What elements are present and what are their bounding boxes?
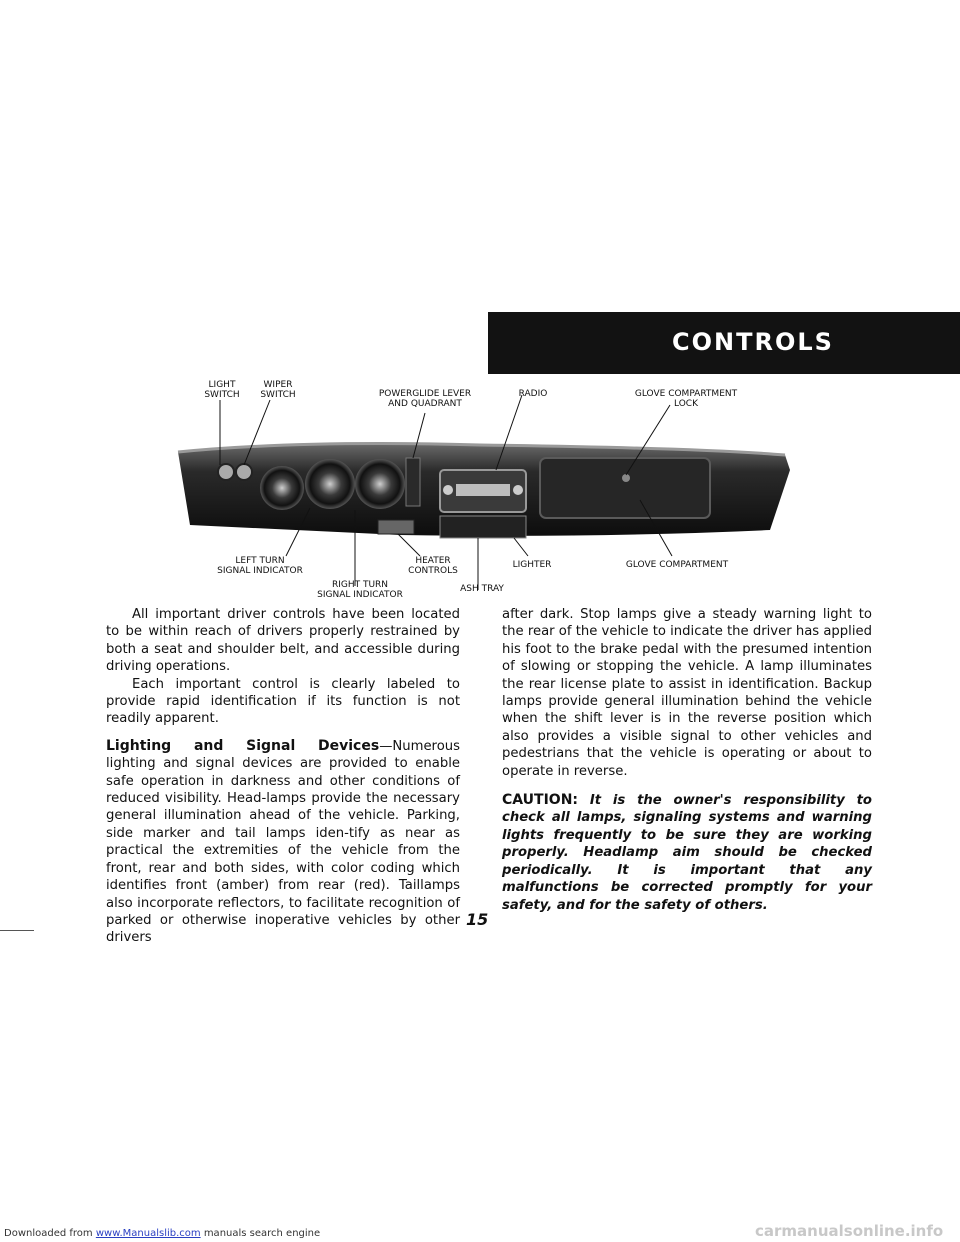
lighting-body: —Numerous lighting and signal devices are provided to enable safe operation in darkness and other conditions of reduced visibility. Head-lamps provide the necessary general illumination ahead of the vehicle. Parking, side marker and tail lamps iden-tify as near as practical the extremities of the vehicle from the front, rear and both sides, with color coding which identifies front (amber) from rear (red). Taillamps also incorporate reflectors, to facilitate recognition of parked or otherwise inoperative vehicles by other drivers xyxy=(106,738,460,946)
margin-mark xyxy=(0,930,34,931)
label-glove-compartment: GLOVE COMPARTMENT xyxy=(625,560,729,570)
intro-paragraph: All important driver controls have been located to be within reach of drivers properly restrained by both a seat and shoulder belt, and accessible during driving operations. xyxy=(106,607,460,675)
label-right-turn: RIGHT TURN SIGNAL INDICATOR xyxy=(317,580,403,600)
label-light-switch: LIGHT SWITCH xyxy=(204,380,240,400)
gauge-left xyxy=(260,466,304,510)
lighting-paragraph xyxy=(106,738,460,947)
footer-suffix: manuals search engine xyxy=(200,1228,321,1239)
glove-lock xyxy=(622,474,630,482)
ash-tray xyxy=(440,516,526,538)
label-left-turn: LEFT TURN SIGNAL INDICATOR xyxy=(217,556,303,576)
wiper-switch-knob xyxy=(236,464,252,480)
section-title: CONTROLS xyxy=(672,328,834,356)
label-heater: HEATER CONTROLS xyxy=(408,556,458,576)
lighting-continued-paragraph: after dark. Stop lamps give a steady warning light to the rear of the vehicle to indicate the driver has applied his foot to the brake pedal with the presumed intention of slowing or stopping the vehicle. A lamp illuminates the rear license plate to assist in identification. Backup lamps provide general illumination behind the vehicle when the shift lever is in the reverse position which also provides a visible signal to other vehicles and pedestrians that the vehicle is operating or about to operate in reverse. xyxy=(502,607,872,779)
light-switch-knob xyxy=(218,464,234,480)
download-footer xyxy=(4,1228,320,1239)
powerglide-quadrant xyxy=(406,458,420,506)
label-ash-tray: ASH TRAY xyxy=(460,584,504,594)
label-glove-lock: GLOVE COMPARTMENT LOCK xyxy=(634,389,738,409)
label-wiper-switch: WIPER SWITCH xyxy=(260,380,296,400)
caution-body: It is the owner's responsibility to check all lamps, signaling systems and warning lights frequently to be sure they are working properly. Headlamp aim should be checked periodically. It is important that any malfunctions be corrected promptly for your safety, and for the safety of others. xyxy=(502,793,872,913)
glove-compartment-door xyxy=(540,458,710,518)
labeling-paragraph: Each important control is clearly labeled to provide rapid identification if its function is not readily apparent. xyxy=(106,676,460,727)
caution-heading: CAUTION: xyxy=(502,792,579,809)
label-radio: RADIO xyxy=(518,389,548,399)
watermark: carmanualsonline.info xyxy=(755,1222,944,1240)
heater-controls xyxy=(378,520,414,534)
dashboard-illustration xyxy=(0,0,960,600)
gauge-right xyxy=(355,459,405,509)
caution-paragraph xyxy=(502,792,872,914)
manualslib-link[interactable]: www.Manualslib.com xyxy=(95,1228,201,1239)
footer-prefix: Downloaded from xyxy=(4,1228,96,1239)
right-text-column xyxy=(502,606,872,914)
label-lighter: LIGHTER xyxy=(512,560,552,570)
lighting-heading: Lighting and Signal Devices xyxy=(106,737,380,754)
label-powerglide: POWERGLIDE LEVER AND QUADRANT xyxy=(378,389,472,409)
left-text-column xyxy=(106,606,460,947)
page-number: 15 xyxy=(466,910,489,929)
gauge-center xyxy=(305,459,355,509)
